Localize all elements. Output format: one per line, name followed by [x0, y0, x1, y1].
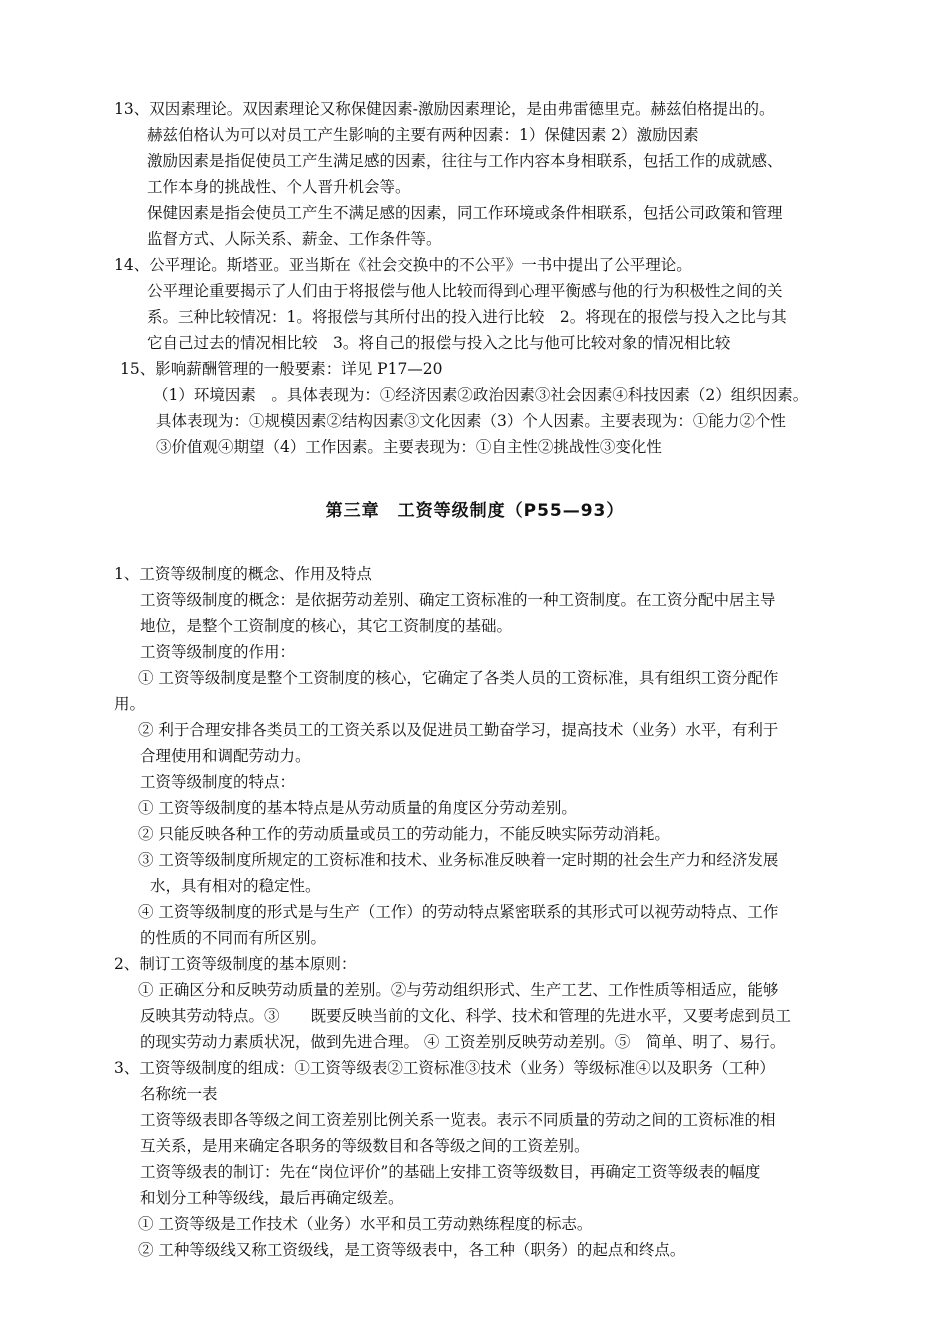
paragraph-line: 工资等级制度的作用：	[140, 643, 296, 661]
item-14-heading: 14、公平理论。斯塔亚。亚当斯在《社会交换中的不公平》一书中提出了公平理论。	[114, 256, 692, 274]
paragraph-line: 互关系，是用来确定各职务的等级数目和各等级之间的工资差别。	[140, 1137, 590, 1155]
paragraph-line: 名称统一表	[140, 1085, 218, 1103]
section-3-heading: 3、工资等级制度的组成：①工资等级表②工资标准③技术（业务）等级标准④以及职务（工种）	[114, 1059, 775, 1077]
paragraph-line: ④ 工资等级制度的形式是与生产（工作）的劳动特点紧密联系的其形式可以视劳动特点、工作	[138, 903, 779, 921]
paragraph-line: 合理使用和调配劳动力。	[140, 747, 311, 765]
section-1-heading: 1、工资等级制度的概念、作用及特点	[114, 565, 372, 583]
section-2-heading: 2、制订工资等级制度的基本原则：	[114, 955, 357, 973]
paragraph-line: （1）环境因素 。具体表现为：①经济因素②政治因素③社会因素④科技因素（2）组织因素。	[153, 386, 809, 404]
item-13-heading: 13、双因素理论。双因素理论又称保健因素-激励因素理论，是由弗雷德里克。赫兹伯格提出的。	[114, 100, 775, 118]
paragraph-line: 公平理论重要揭示了人们由于将报偿与他人比较而得到心理平衡感与他的行为积极性之间的关	[147, 282, 783, 300]
paragraph-line: 它自己过去的情况相比较 3。将自己的报偿与投入之比与他可比较对象的情况相比较	[147, 334, 731, 352]
paragraph-line: ① 工资等级制度的基本特点是从劳动质量的角度区分劳动差别。	[138, 799, 577, 817]
paragraph-line: 反映其劳动特点。③ 既要反映当前的文化、科学、技术和管理的先进水平，又要考虑到员工	[140, 1007, 792, 1025]
paragraph-line: ① 工资等级是工作技术（业务）水平和员工劳动熟练程度的标志。	[138, 1215, 593, 1233]
paragraph-line: ② 只能反映各种工作的劳动质量或员工的劳动能力，不能反映实际劳动消耗。	[138, 825, 670, 843]
item-15-heading: 15、影响薪酬管理的一般要素：详见 P17—20	[120, 360, 443, 378]
paragraph-line: 监督方式、人际关系、薪金、工作条件等。	[147, 230, 442, 248]
paragraph-line: 赫兹伯格认为可以对员工产生影响的主要有两种因素：1）保健因素 2）激励因素	[147, 126, 699, 144]
paragraph-line: 和划分工种等级线，最后再确定级差。	[140, 1189, 404, 1207]
paragraph-line: 激励因素是指促使员工产生满足感的因素，往往与工作内容本身相联系，包括工作的成就感、	[147, 152, 783, 170]
paragraph-line: 地位，是整个工资制度的核心，其它工资制度的基础。	[140, 617, 513, 635]
paragraph-line: 工作本身的挑战性、个人晋升机会等。	[147, 178, 411, 196]
paragraph-line: 工资等级表即各等级之间工资差别比例关系一览表。表示不同质量的劳动之间的工资标准的相	[140, 1111, 776, 1129]
paragraph-line: 系。三种比较情况：1。将报偿与其所付出的投入进行比较 2。将现在的报偿与投入之比与其	[147, 308, 787, 326]
paragraph-line: 工资等级制度的概念：是依据劳动差别、确定工资标准的一种工资制度。在工资分配中居主导	[140, 591, 776, 609]
paragraph-line: ① 正确区分和反映劳动质量的差别。②与劳动组织形式、生产工艺、工作性质等相适应，能够	[138, 981, 779, 999]
paragraph-line: ③ 工资等级制度所规定的工资标准和技术、业务标准反映着一定时期的社会生产力和经济发展	[138, 851, 779, 869]
paragraph-line: 保健因素是指会使员工产生不满足感的因素，同工作环境或条件相联系，包括公司政策和管理	[147, 204, 783, 222]
chapter-title: 第三章 工资等级制度（P55—93）	[325, 501, 625, 521]
paragraph-line: 用。	[114, 695, 146, 713]
paragraph-line: 具体表现为：①规模因素②结构因素③文化因素（3）个人因素。主要表现为：①能力②个性	[156, 412, 786, 430]
paragraph-line: ② 工种等级线又称工资级线，是工资等级表中，各工种（职务）的起点和终点。	[138, 1241, 686, 1259]
paragraph-line: 的现实劳动力素质状况，做到先进合理。 ④ 工资差别反映劳动差别。⑤ 简单、明了、易行。	[140, 1033, 786, 1051]
paragraph-line: ① 工资等级制度是整个工资制度的核心，它确定了各类人员的工资标准，具有组织工资分配作	[138, 669, 779, 687]
paragraph-line: 工资等级表的制订：先在“岗位评价”的基础上安排工资等级数目，再确定工资等级表的幅度	[140, 1163, 761, 1181]
paragraph-line: ② 利于合理安排各类员工的工资关系以及促进员工勤奋学习，提高技术（业务）水平，有利于	[138, 721, 779, 739]
paragraph-line: 的性质的不同而有所区别。	[140, 929, 327, 947]
paragraph-line: ③价值观④期望（4）工作因素。主要表现为：①自主性②挑战性③变化性	[156, 438, 662, 456]
paragraph-line: 水，具有相对的稳定性。	[150, 877, 321, 895]
paragraph-line: 工资等级制度的特点：	[140, 773, 296, 791]
